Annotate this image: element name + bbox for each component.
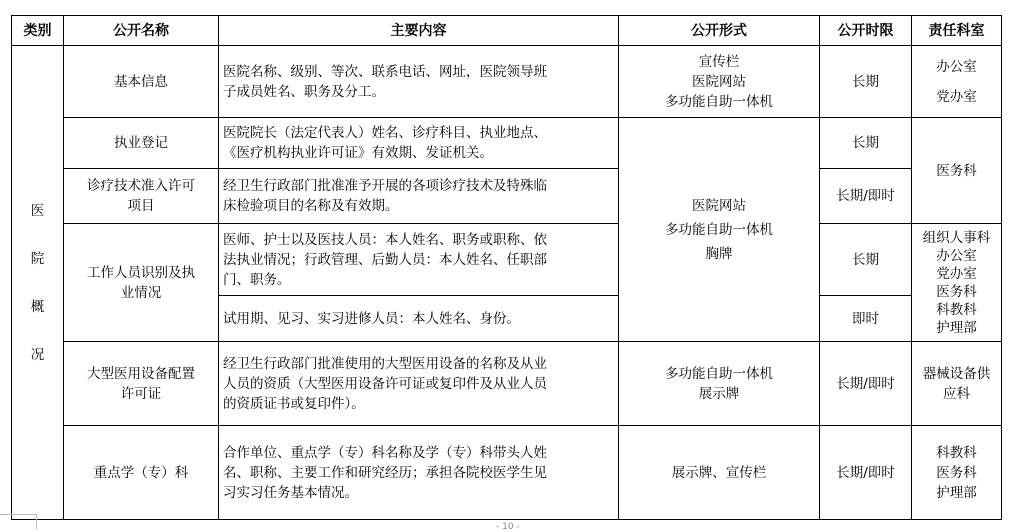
equipment-content: [219, 342, 619, 426]
equipment-name: [64, 342, 219, 426]
content-line: 医师、护士以及医技人员：本人姓名、职务或职称、依: [223, 231, 547, 248]
table-header-row: [12, 16, 1002, 46]
disclosure-table: [11, 15, 1002, 520]
content-line: 门、职务。: [223, 271, 291, 288]
page-number: - 10 -: [496, 522, 520, 532]
shared-form: [619, 118, 820, 342]
dept-line: 器械设备供: [922, 365, 991, 382]
content-line: 医院名称、级别、等次、联系电话、网址，医院领导班: [223, 63, 547, 80]
content-line: 的资质证书或复印件）。: [223, 395, 365, 412]
key-specialty-name: 重点学（专）科: [64, 426, 219, 520]
basic-period: 长期: [820, 46, 912, 118]
staff-content-1: [219, 224, 619, 296]
dept-line: 护理部: [936, 319, 977, 336]
table-row: [12, 342, 1002, 426]
basic-content: [219, 46, 619, 118]
basic-form: [619, 46, 820, 118]
dept-line: 科教科: [936, 301, 977, 318]
name-line: 工作人员识别及执: [87, 264, 195, 281]
tech-period: 长期/即时: [820, 169, 912, 224]
content-line: 人员的资质（大型医用设备许可证或复印件及从业人员: [223, 375, 547, 392]
page-corner-mark: [0, 514, 37, 529]
name-line: 诊疗技术准入许可: [87, 178, 195, 194]
shared-dept-medical: 医务科: [912, 118, 1002, 224]
key-specialty-form: 展示牌、宣传栏: [619, 426, 820, 520]
content-line: 经卫生行政部门批准使用的大型医用设备的名称及从业: [223, 355, 547, 372]
dept-line: 党办室: [936, 265, 977, 282]
header-dept: 责任科室: [912, 16, 1002, 46]
form-line: 宣传栏: [698, 53, 740, 70]
name-line: 大型医用设备配置: [87, 365, 195, 382]
content-line: 经卫生行政部门批准准予开展的各项诊疗技术及特殊临: [223, 178, 547, 194]
dept-line: 办公室: [936, 247, 977, 264]
header-name: 公开名称: [64, 16, 219, 46]
registration-name: 执业登记: [64, 118, 219, 169]
staff-dept: [912, 224, 1002, 342]
equipment-period: 长期/即时: [820, 342, 912, 426]
form-line: 多功能自助一体机: [665, 365, 773, 382]
staff-name: [64, 224, 219, 342]
content-line: 法执业情况；行政管理、后勤人员：本人姓名、任职部: [223, 251, 547, 268]
category-char: 院: [30, 250, 45, 267]
category-cell: [12, 46, 64, 520]
dept-line: 科教科: [936, 444, 977, 461]
name-line: 许可证: [120, 385, 162, 402]
key-specialty-content: [219, 426, 619, 520]
equipment-form: [619, 342, 820, 426]
dept-line: 护理部: [936, 484, 977, 501]
table-row: [12, 169, 1002, 224]
key-specialty-period: 长期/即时: [820, 426, 912, 520]
dept-line: 医务科: [936, 464, 977, 481]
header-content: 主要内容: [219, 16, 619, 46]
table-row: [12, 426, 1002, 520]
form-line: 胸牌: [705, 245, 733, 262]
content-line: 床检验项目的名称及有效期。: [223, 198, 399, 214]
dept-line: 医务科: [936, 283, 977, 300]
content-line: 名、职称、主要工作和研究经历；承担各院校医学生见: [223, 464, 547, 481]
header-category: 类别: [12, 16, 64, 46]
content-line: 习实习任务基本情况。: [223, 484, 358, 501]
form-line: 展示牌: [698, 385, 740, 402]
category-char: 概: [30, 298, 45, 315]
tech-name: [64, 169, 219, 224]
name-line: 业情况: [120, 284, 162, 301]
form-line: 多功能自助一体机: [665, 221, 773, 238]
key-specialty-dept: [912, 426, 1002, 520]
registration-period: 长期: [820, 118, 912, 169]
table-row: [12, 224, 1002, 296]
content-line: 医院院长（法定代表人）姓名、诊疗科目、执业地点、: [223, 125, 547, 141]
content-line: 《医疗机构执业许可证》有效期、发证机关。: [223, 145, 493, 161]
name-line: 项目: [127, 198, 155, 214]
header-period: 公开时限: [820, 16, 912, 46]
form-line: 多功能自助一体机: [665, 93, 773, 110]
table-row: [12, 46, 1002, 118]
content-line: 合作单位、重点学（专）科名称及学（专）科带头人姓: [223, 444, 547, 461]
dept-line: 办公室: [936, 58, 977, 75]
dept-line: 应科: [943, 385, 970, 402]
dept-line: 组织人事科: [922, 229, 991, 246]
basic-name: 基本信息: [64, 46, 219, 118]
staff-period-1: 长期: [820, 224, 912, 296]
tech-content: [219, 169, 619, 224]
equipment-dept: [912, 342, 1002, 426]
registration-content: [219, 118, 619, 169]
staff-period-2: 即时: [820, 296, 912, 342]
form-line: 医院网站: [692, 197, 746, 214]
category-char: 医: [30, 202, 45, 219]
staff-content-2: 试用期、见习、实习进修人员：本人姓名、身份。: [219, 296, 619, 342]
dept-line: 党办室: [936, 88, 977, 105]
header-form: 公开形式: [619, 16, 820, 46]
form-line: 医院网站: [692, 73, 746, 90]
category-char: 况: [30, 346, 45, 363]
table-row: [12, 118, 1002, 169]
basic-dept: [912, 46, 1002, 118]
content-line: 子成员姓名、职务及分工。: [223, 83, 385, 100]
